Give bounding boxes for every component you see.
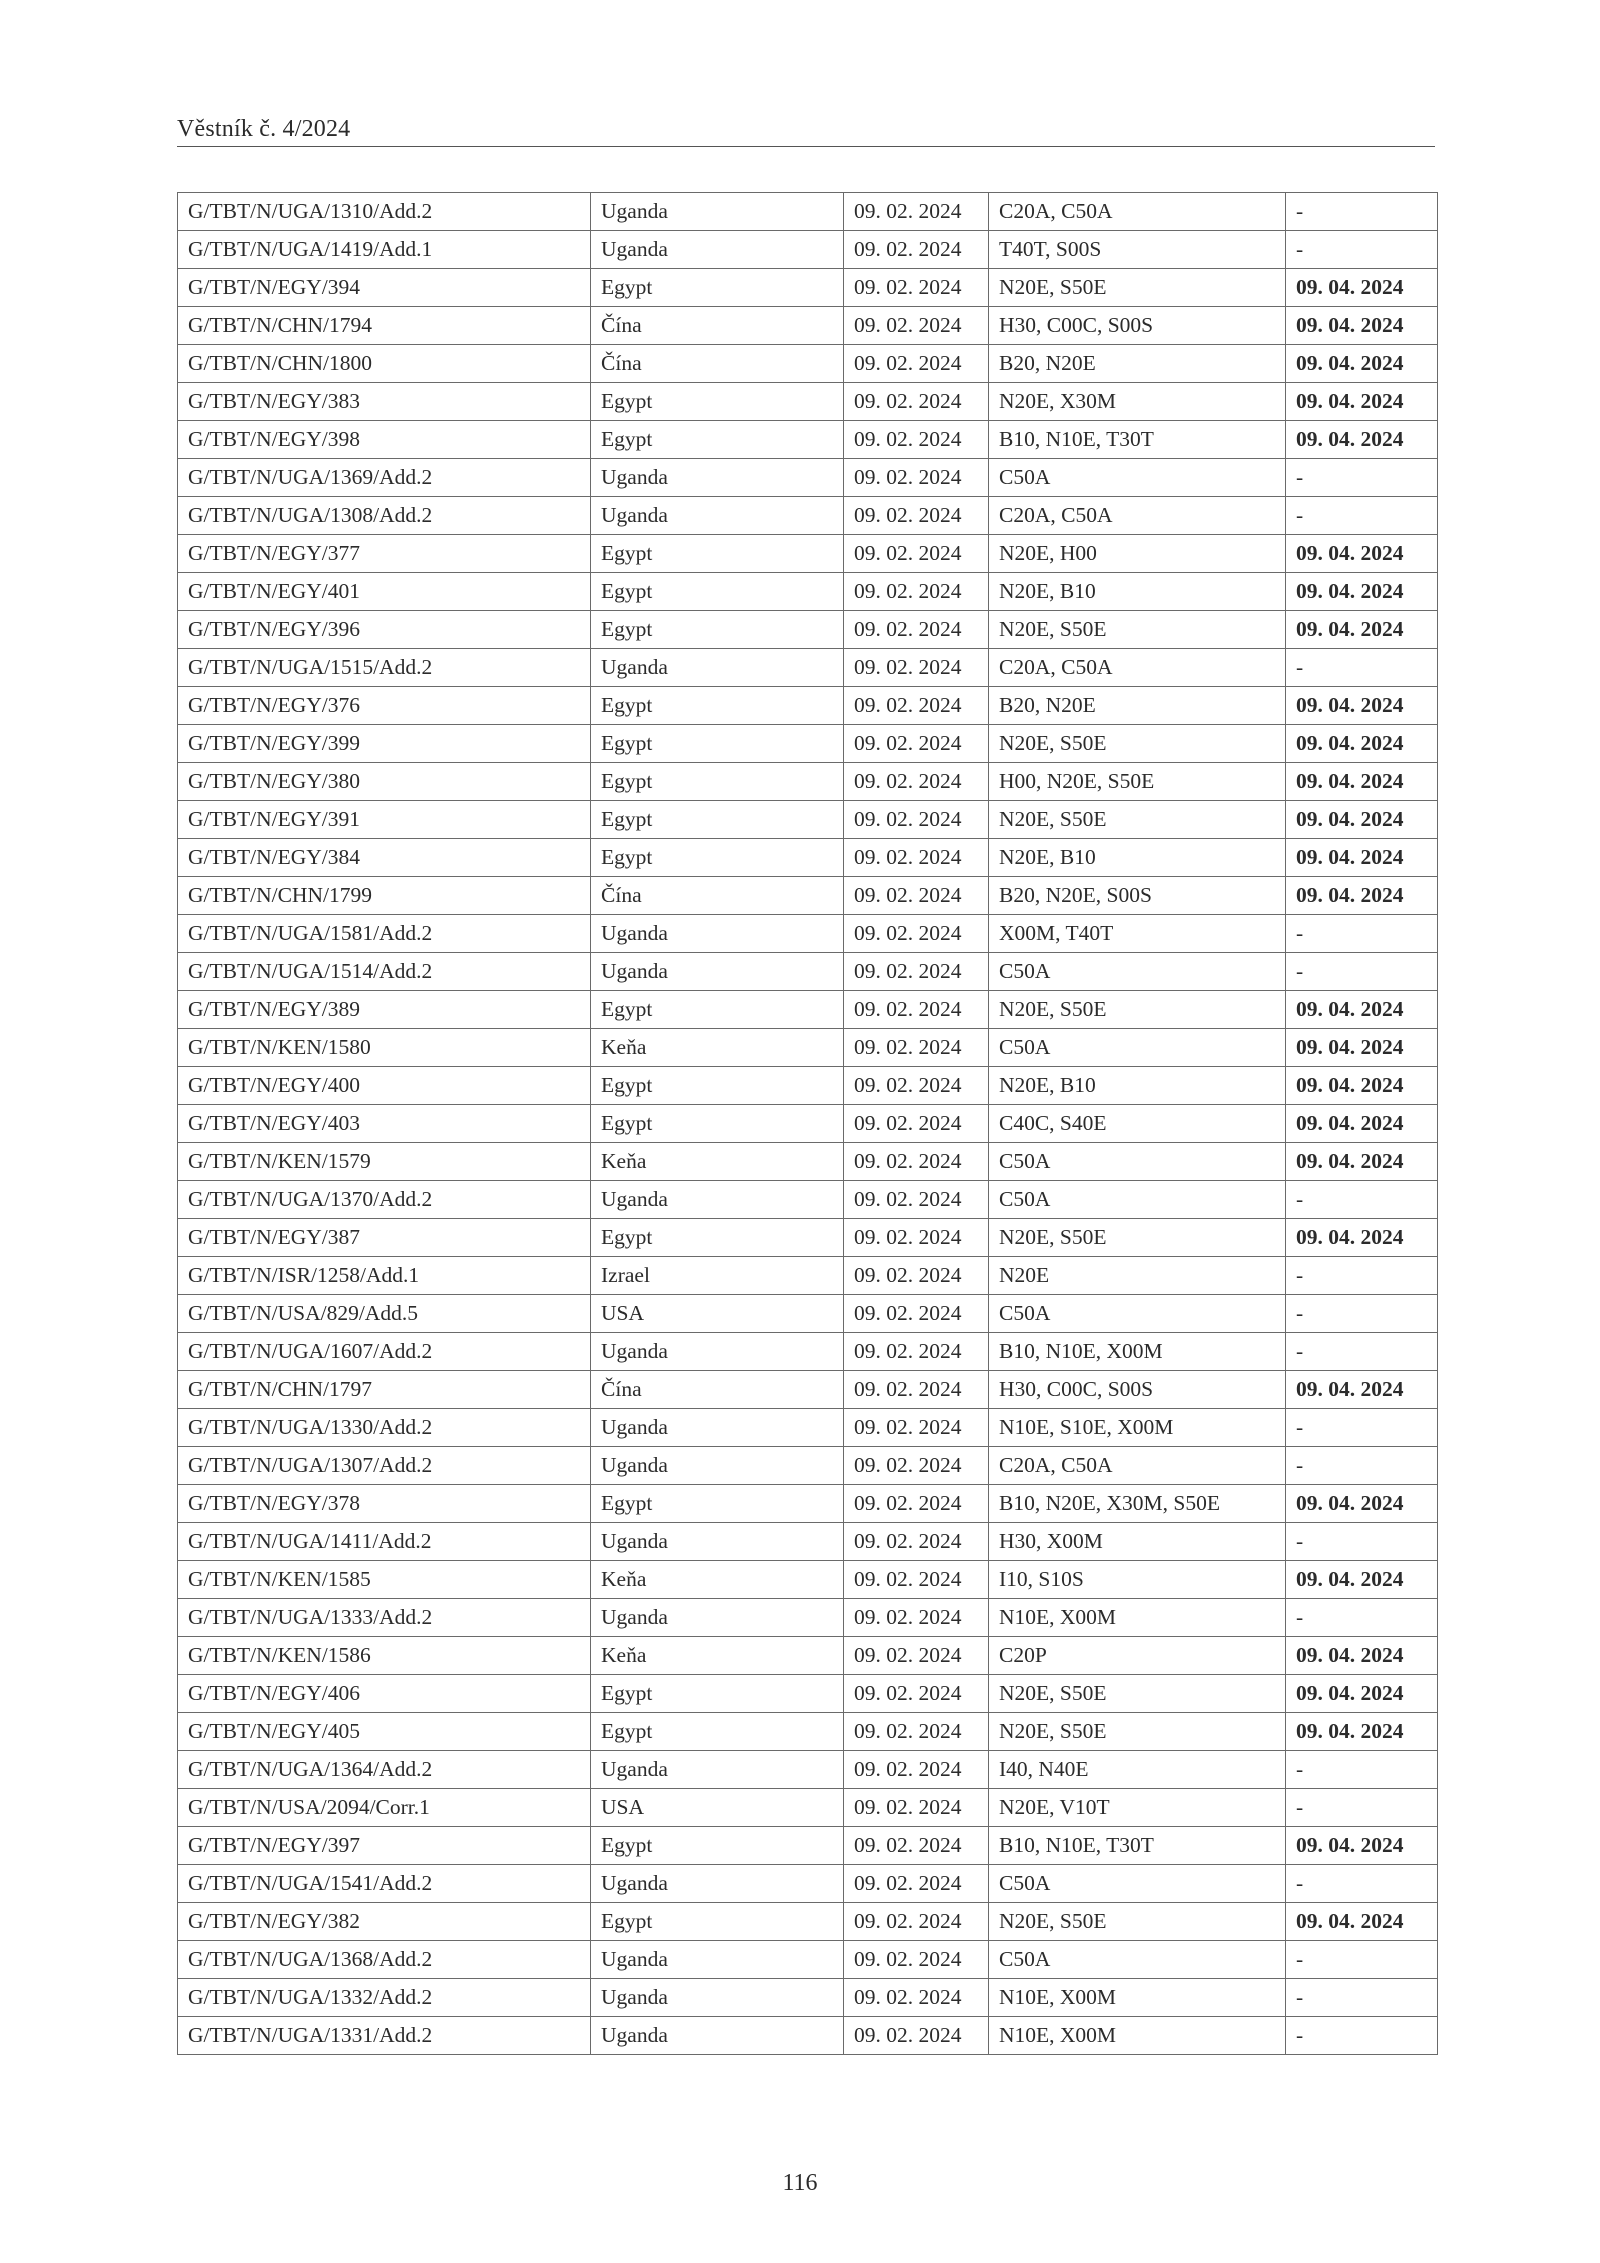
member-country-cell: Čína (591, 307, 844, 345)
table-row (178, 1523, 1438, 1561)
table-row (178, 1067, 1438, 1105)
comment-deadline-cell: 09. 04. 2024 (1286, 1713, 1438, 1751)
comment-deadline-cell: - (1286, 2017, 1438, 2055)
notification-symbol-cell: G/TBT/N/CHN/1799 (178, 877, 591, 915)
distribution-date-cell: 09. 02. 2024 (844, 1029, 989, 1067)
notification-symbol-cell: G/TBT/N/EGY/377 (178, 535, 591, 573)
comment-deadline-cell: - (1286, 1409, 1438, 1447)
member-country-cell: Egypt (591, 573, 844, 611)
classification-codes-cell: C50A (989, 1941, 1286, 1979)
notification-symbol-cell: G/TBT/N/ISR/1258/Add.1 (178, 1257, 591, 1295)
notification-symbol-cell: G/TBT/N/KEN/1586 (178, 1637, 591, 1675)
comment-deadline-cell: 09. 04. 2024 (1286, 687, 1438, 725)
notification-symbol-cell: G/TBT/N/EGY/380 (178, 763, 591, 801)
classification-codes-cell: N20E (989, 1257, 1286, 1295)
distribution-date-cell: 09. 02. 2024 (844, 1371, 989, 1409)
distribution-date-cell: 09. 02. 2024 (844, 915, 989, 953)
table-row (178, 497, 1438, 535)
comment-deadline-cell: 09. 04. 2024 (1286, 801, 1438, 839)
notification-symbol-cell: G/TBT/N/UGA/1310/Add.2 (178, 193, 591, 231)
classification-codes-cell: T40T, S00S (989, 231, 1286, 269)
comment-deadline-cell: 09. 04. 2024 (1286, 1371, 1438, 1409)
table-row (178, 1181, 1438, 1219)
member-country-cell: USA (591, 1295, 844, 1333)
table-row (178, 611, 1438, 649)
notification-symbol-cell: G/TBT/N/EGY/376 (178, 687, 591, 725)
notification-symbol-cell: G/TBT/N/UGA/1581/Add.2 (178, 915, 591, 953)
classification-codes-cell: B10, N10E, T30T (989, 1827, 1286, 1865)
table-row (178, 915, 1438, 953)
notification-symbol-cell: G/TBT/N/UGA/1411/Add.2 (178, 1523, 591, 1561)
notification-symbol-cell: G/TBT/N/UGA/1515/Add.2 (178, 649, 591, 687)
notification-symbol-cell: G/TBT/N/UGA/1332/Add.2 (178, 1979, 591, 2017)
table-row (178, 307, 1438, 345)
table-row (178, 1371, 1438, 1409)
member-country-cell: Uganda (591, 1751, 844, 1789)
table-row (178, 1903, 1438, 1941)
comment-deadline-cell: 09. 04. 2024 (1286, 1903, 1438, 1941)
table-row (178, 877, 1438, 915)
member-country-cell: Uganda (591, 1523, 844, 1561)
table-row (178, 345, 1438, 383)
classification-codes-cell: C50A (989, 1295, 1286, 1333)
distribution-date-cell: 09. 02. 2024 (844, 1409, 989, 1447)
classification-codes-cell: I10, S10S (989, 1561, 1286, 1599)
comment-deadline-cell: - (1286, 1257, 1438, 1295)
member-country-cell: Uganda (591, 1941, 844, 1979)
distribution-date-cell: 09. 02. 2024 (844, 231, 989, 269)
classification-codes-cell: N20E, S50E (989, 991, 1286, 1029)
comment-deadline-cell: 09. 04. 2024 (1286, 991, 1438, 1029)
table-row (178, 1447, 1438, 1485)
notification-symbol-cell: G/TBT/N/EGY/398 (178, 421, 591, 459)
classification-codes-cell: X00M, T40T (989, 915, 1286, 953)
distribution-date-cell: 09. 02. 2024 (844, 497, 989, 535)
notification-symbol-cell: G/TBT/N/UGA/1541/Add.2 (178, 1865, 591, 1903)
distribution-date-cell: 09. 02. 2024 (844, 1903, 989, 1941)
comment-deadline-cell: - (1286, 1181, 1438, 1219)
comment-deadline-cell: - (1286, 1599, 1438, 1637)
table-row (178, 1409, 1438, 1447)
member-country-cell: Keňa (591, 1561, 844, 1599)
notification-symbol-cell: G/TBT/N/CHN/1800 (178, 345, 591, 383)
notification-symbol-cell: G/TBT/N/EGY/400 (178, 1067, 591, 1105)
comment-deadline-cell: - (1286, 1865, 1438, 1903)
comment-deadline-cell: 09. 04. 2024 (1286, 877, 1438, 915)
classification-codes-cell: C50A (989, 953, 1286, 991)
table-row (178, 687, 1438, 725)
table-row (178, 231, 1438, 269)
classification-codes-cell: B10, N20E, X30M, S50E (989, 1485, 1286, 1523)
member-country-cell: Čína (591, 1371, 844, 1409)
page-header (177, 112, 1435, 147)
table-row (178, 1257, 1438, 1295)
table-row (178, 839, 1438, 877)
notification-symbol-cell: G/TBT/N/UGA/1514/Add.2 (178, 953, 591, 991)
notification-symbol-cell: G/TBT/N/UGA/1364/Add.2 (178, 1751, 591, 1789)
member-country-cell: Izrael (591, 1257, 844, 1295)
classification-codes-cell: C20A, C50A (989, 649, 1286, 687)
comment-deadline-cell: 09. 04. 2024 (1286, 1637, 1438, 1675)
classification-codes-cell: H00, N20E, S50E (989, 763, 1286, 801)
distribution-date-cell: 09. 02. 2024 (844, 1219, 989, 1257)
comment-deadline-cell: 09. 04. 2024 (1286, 1561, 1438, 1599)
distribution-date-cell: 09. 02. 2024 (844, 1979, 989, 2017)
member-country-cell: Egypt (591, 421, 844, 459)
comment-deadline-cell: 09. 04. 2024 (1286, 1029, 1438, 1067)
comment-deadline-cell: - (1286, 1751, 1438, 1789)
classification-codes-cell: H30, C00C, S00S (989, 307, 1286, 345)
notification-symbol-cell: G/TBT/N/UGA/1607/Add.2 (178, 1333, 591, 1371)
distribution-date-cell: 09. 02. 2024 (844, 459, 989, 497)
distribution-date-cell: 09. 02. 2024 (844, 801, 989, 839)
table-row (178, 1865, 1438, 1903)
table-row (178, 1333, 1438, 1371)
table-row (178, 269, 1438, 307)
member-country-cell: Uganda (591, 231, 844, 269)
notification-symbol-cell: G/TBT/N/EGY/387 (178, 1219, 591, 1257)
table-row (178, 1675, 1438, 1713)
distribution-date-cell: 09. 02. 2024 (844, 1105, 989, 1143)
classification-codes-cell: C50A (989, 1865, 1286, 1903)
notification-symbol-cell: G/TBT/N/EGY/397 (178, 1827, 591, 1865)
distribution-date-cell: 09. 02. 2024 (844, 1447, 989, 1485)
comment-deadline-cell: 09. 04. 2024 (1286, 573, 1438, 611)
comment-deadline-cell: 09. 04. 2024 (1286, 535, 1438, 573)
comment-deadline-cell: - (1286, 1941, 1438, 1979)
classification-codes-cell: N10E, S10E, X00M (989, 1409, 1286, 1447)
notification-symbol-cell: G/TBT/N/EGY/389 (178, 991, 591, 1029)
table-row (178, 649, 1438, 687)
distribution-date-cell: 09. 02. 2024 (844, 307, 989, 345)
member-country-cell: Keňa (591, 1637, 844, 1675)
notification-symbol-cell: G/TBT/N/EGY/401 (178, 573, 591, 611)
table-row (178, 421, 1438, 459)
notification-symbol-cell: G/TBT/N/UGA/1330/Add.2 (178, 1409, 591, 1447)
distribution-date-cell: 09. 02. 2024 (844, 1675, 989, 1713)
distribution-date-cell: 09. 02. 2024 (844, 535, 989, 573)
classification-codes-cell: N10E, X00M (989, 1599, 1286, 1637)
table-row (178, 1561, 1438, 1599)
member-country-cell: Egypt (591, 383, 844, 421)
distribution-date-cell: 09. 02. 2024 (844, 687, 989, 725)
comment-deadline-cell: - (1286, 915, 1438, 953)
distribution-date-cell: 09. 02. 2024 (844, 345, 989, 383)
table-row (178, 1295, 1438, 1333)
table-row (178, 535, 1438, 573)
notification-symbol-cell: G/TBT/N/EGY/396 (178, 611, 591, 649)
classification-codes-cell: B20, N20E, S00S (989, 877, 1286, 915)
member-country-cell: Uganda (591, 1409, 844, 1447)
table-row (178, 953, 1438, 991)
distribution-date-cell: 09. 02. 2024 (844, 1865, 989, 1903)
distribution-date-cell: 09. 02. 2024 (844, 1181, 989, 1219)
distribution-date-cell: 09. 02. 2024 (844, 573, 989, 611)
member-country-cell: Egypt (591, 1903, 844, 1941)
member-country-cell: Keňa (591, 1143, 844, 1181)
notification-symbol-cell: G/TBT/N/UGA/1369/Add.2 (178, 459, 591, 497)
member-country-cell: Uganda (591, 1333, 844, 1371)
comment-deadline-cell: - (1286, 1333, 1438, 1371)
distribution-date-cell: 09. 02. 2024 (844, 877, 989, 915)
notification-symbol-cell: G/TBT/N/EGY/405 (178, 1713, 591, 1751)
notification-symbol-cell: G/TBT/N/UGA/1368/Add.2 (178, 1941, 591, 1979)
comment-deadline-cell: - (1286, 953, 1438, 991)
classification-codes-cell: C20P (989, 1637, 1286, 1675)
classification-codes-cell: N20E, V10T (989, 1789, 1286, 1827)
notification-symbol-cell: G/TBT/N/UGA/1307/Add.2 (178, 1447, 591, 1485)
table-row (178, 1599, 1438, 1637)
distribution-date-cell: 09. 02. 2024 (844, 1067, 989, 1105)
member-country-cell: Uganda (591, 2017, 844, 2055)
table-row (178, 1827, 1438, 1865)
table-row (178, 763, 1438, 801)
comment-deadline-cell: - (1286, 231, 1438, 269)
classification-codes-cell: N20E, S50E (989, 611, 1286, 649)
distribution-date-cell: 09. 02. 2024 (844, 2017, 989, 2055)
classification-codes-cell: B20, N20E (989, 687, 1286, 725)
notification-symbol-cell: G/TBT/N/KEN/1579 (178, 1143, 591, 1181)
member-country-cell: Egypt (591, 1713, 844, 1751)
classification-codes-cell: C20A, C50A (989, 1447, 1286, 1485)
classification-codes-cell: N20E, B10 (989, 573, 1286, 611)
classification-codes-cell: C20A, C50A (989, 497, 1286, 535)
distribution-date-cell: 09. 02. 2024 (844, 1257, 989, 1295)
distribution-date-cell: 09. 02. 2024 (844, 763, 989, 801)
distribution-date-cell: 09. 02. 2024 (844, 1143, 989, 1181)
classification-codes-cell: C20A, C50A (989, 193, 1286, 231)
classification-codes-cell: N10E, X00M (989, 2017, 1286, 2055)
distribution-date-cell: 09. 02. 2024 (844, 611, 989, 649)
comment-deadline-cell: 09. 04. 2024 (1286, 611, 1438, 649)
table-row (178, 725, 1438, 763)
member-country-cell: Uganda (591, 915, 844, 953)
comment-deadline-cell: - (1286, 1447, 1438, 1485)
table-row (178, 1105, 1438, 1143)
table-row (178, 1029, 1438, 1067)
member-country-cell: Egypt (591, 269, 844, 307)
comment-deadline-cell: - (1286, 459, 1438, 497)
table-row (178, 1637, 1438, 1675)
classification-codes-cell: H30, X00M (989, 1523, 1286, 1561)
comment-deadline-cell: 09. 04. 2024 (1286, 1067, 1438, 1105)
member-country-cell: Uganda (591, 193, 844, 231)
member-country-cell: Egypt (591, 687, 844, 725)
member-country-cell: Egypt (591, 801, 844, 839)
table-row (178, 1941, 1438, 1979)
member-country-cell: Uganda (591, 953, 844, 991)
distribution-date-cell: 09. 02. 2024 (844, 383, 989, 421)
classification-codes-cell: N20E, B10 (989, 839, 1286, 877)
classification-codes-cell: B10, N10E, X00M (989, 1333, 1286, 1371)
distribution-date-cell: 09. 02. 2024 (844, 269, 989, 307)
classification-codes-cell: B10, N10E, T30T (989, 421, 1286, 459)
distribution-date-cell: 09. 02. 2024 (844, 839, 989, 877)
member-country-cell: Uganda (591, 1979, 844, 2017)
classification-codes-cell: N20E, H00 (989, 535, 1286, 573)
member-country-cell: Uganda (591, 649, 844, 687)
distribution-date-cell: 09. 02. 2024 (844, 725, 989, 763)
notification-symbol-cell: G/TBT/N/UGA/1308/Add.2 (178, 497, 591, 535)
member-country-cell: Egypt (591, 1105, 844, 1143)
comment-deadline-cell: 09. 04. 2024 (1286, 763, 1438, 801)
member-country-cell: Egypt (591, 535, 844, 573)
member-country-cell: Egypt (591, 763, 844, 801)
member-country-cell: Čína (591, 877, 844, 915)
table-row (178, 1485, 1438, 1523)
comment-deadline-cell: - (1286, 1979, 1438, 2017)
page-number: 116 (782, 2170, 818, 2196)
classification-codes-cell: N20E, B10 (989, 1067, 1286, 1105)
member-country-cell: Čína (591, 345, 844, 383)
table-row (178, 1789, 1438, 1827)
comment-deadline-cell: 09. 04. 2024 (1286, 307, 1438, 345)
member-country-cell: Uganda (591, 459, 844, 497)
comment-deadline-cell: 09. 04. 2024 (1286, 1485, 1438, 1523)
classification-codes-cell: N20E, S50E (989, 1903, 1286, 1941)
classification-codes-cell: N20E, X30M (989, 383, 1286, 421)
notification-table-body (178, 193, 1438, 2055)
member-country-cell: Uganda (591, 1599, 844, 1637)
table-row (178, 1713, 1438, 1751)
distribution-date-cell: 09. 02. 2024 (844, 421, 989, 459)
classification-codes-cell: H30, C00C, S00S (989, 1371, 1286, 1409)
classification-codes-cell: N20E, S50E (989, 725, 1286, 763)
comment-deadline-cell: - (1286, 497, 1438, 535)
distribution-date-cell: 09. 02. 2024 (844, 991, 989, 1029)
notification-symbol-cell: G/TBT/N/EGY/406 (178, 1675, 591, 1713)
member-country-cell: Keňa (591, 1029, 844, 1067)
notification-symbol-cell: G/TBT/N/EGY/382 (178, 1903, 591, 1941)
classification-codes-cell: C40C, S40E (989, 1105, 1286, 1143)
comment-deadline-cell: 09. 04. 2024 (1286, 725, 1438, 763)
notification-symbol-cell: G/TBT/N/KEN/1585 (178, 1561, 591, 1599)
classification-codes-cell: N20E, S50E (989, 1219, 1286, 1257)
member-country-cell: Uganda (591, 1865, 844, 1903)
notification-symbol-cell: G/TBT/N/KEN/1580 (178, 1029, 591, 1067)
member-country-cell: Egypt (591, 1485, 844, 1523)
notification-symbol-cell: G/TBT/N/CHN/1794 (178, 307, 591, 345)
classification-codes-cell: C50A (989, 1029, 1286, 1067)
notification-symbol-cell: G/TBT/N/EGY/403 (178, 1105, 591, 1143)
table-row (178, 573, 1438, 611)
distribution-date-cell: 09. 02. 2024 (844, 1523, 989, 1561)
distribution-date-cell: 09. 02. 2024 (844, 1751, 989, 1789)
table-row (178, 1979, 1438, 2017)
notification-symbol-cell: G/TBT/N/USA/2094/Corr.1 (178, 1789, 591, 1827)
table-row (178, 383, 1438, 421)
table-row (178, 459, 1438, 497)
comment-deadline-cell: 09. 04. 2024 (1286, 383, 1438, 421)
comment-deadline-cell: - (1286, 649, 1438, 687)
distribution-date-cell: 09. 02. 2024 (844, 1295, 989, 1333)
notification-table (177, 192, 1438, 2055)
table-row (178, 193, 1438, 231)
notification-symbol-cell: G/TBT/N/UGA/1333/Add.2 (178, 1599, 591, 1637)
table-row (178, 991, 1438, 1029)
comment-deadline-cell: 09. 04. 2024 (1286, 1675, 1438, 1713)
classification-codes-cell: N20E, S50E (989, 801, 1286, 839)
comment-deadline-cell: 09. 04. 2024 (1286, 1219, 1438, 1257)
member-country-cell: Uganda (591, 1447, 844, 1485)
notification-symbol-cell: G/TBT/N/EGY/383 (178, 383, 591, 421)
comment-deadline-cell: 09. 04. 2024 (1286, 1827, 1438, 1865)
comment-deadline-cell: 09. 04. 2024 (1286, 839, 1438, 877)
classification-codes-cell: N20E, S50E (989, 1675, 1286, 1713)
member-country-cell: Uganda (591, 497, 844, 535)
notification-symbol-cell: G/TBT/N/EGY/384 (178, 839, 591, 877)
distribution-date-cell: 09. 02. 2024 (844, 1333, 989, 1371)
member-country-cell: Egypt (591, 1675, 844, 1713)
distribution-date-cell: 09. 02. 2024 (844, 1941, 989, 1979)
classification-codes-cell: I40, N40E (989, 1751, 1286, 1789)
distribution-date-cell: 09. 02. 2024 (844, 1561, 989, 1599)
distribution-date-cell: 09. 02. 2024 (844, 193, 989, 231)
comment-deadline-cell: 09. 04. 2024 (1286, 1143, 1438, 1181)
table-row (178, 2017, 1438, 2055)
distribution-date-cell: 09. 02. 2024 (844, 953, 989, 991)
notification-symbol-cell: G/TBT/N/EGY/391 (178, 801, 591, 839)
comment-deadline-cell: 09. 04. 2024 (1286, 345, 1438, 383)
classification-codes-cell: B20, N20E (989, 345, 1286, 383)
distribution-date-cell: 09. 02. 2024 (844, 1827, 989, 1865)
comment-deadline-cell: - (1286, 1295, 1438, 1333)
notification-symbol-cell: G/TBT/N/USA/829/Add.5 (178, 1295, 591, 1333)
distribution-date-cell: 09. 02. 2024 (844, 1485, 989, 1523)
member-country-cell: Egypt (591, 611, 844, 649)
member-country-cell: Egypt (591, 1827, 844, 1865)
comment-deadline-cell: 09. 04. 2024 (1286, 421, 1438, 459)
notification-symbol-cell: G/TBT/N/EGY/399 (178, 725, 591, 763)
distribution-date-cell: 09. 02. 2024 (844, 1789, 989, 1827)
notification-symbol-cell: G/TBT/N/EGY/394 (178, 269, 591, 307)
classification-codes-cell: N10E, X00M (989, 1979, 1286, 2017)
comment-deadline-cell: - (1286, 193, 1438, 231)
distribution-date-cell: 09. 02. 2024 (844, 649, 989, 687)
classification-codes-cell: C50A (989, 1143, 1286, 1181)
notification-symbol-cell: G/TBT/N/UGA/1419/Add.1 (178, 231, 591, 269)
notification-symbol-cell: G/TBT/N/UGA/1331/Add.2 (178, 2017, 591, 2055)
classification-codes-cell: C50A (989, 1181, 1286, 1219)
member-country-cell: Egypt (591, 839, 844, 877)
member-country-cell: Uganda (591, 1181, 844, 1219)
notification-symbol-cell: G/TBT/N/EGY/378 (178, 1485, 591, 1523)
table-row (178, 801, 1438, 839)
notification-symbol-cell: G/TBT/N/CHN/1797 (178, 1371, 591, 1409)
member-country-cell: USA (591, 1789, 844, 1827)
table-row (178, 1751, 1438, 1789)
bulletin-title: Věstník č. 4/2024 (177, 116, 351, 142)
comment-deadline-cell: - (1286, 1523, 1438, 1561)
distribution-date-cell: 09. 02. 2024 (844, 1713, 989, 1751)
table-row (178, 1143, 1438, 1181)
classification-codes-cell: N20E, S50E (989, 269, 1286, 307)
distribution-date-cell: 09. 02. 2024 (844, 1637, 989, 1675)
distribution-date-cell: 09. 02. 2024 (844, 1599, 989, 1637)
comment-deadline-cell: - (1286, 1789, 1438, 1827)
notification-symbol-cell: G/TBT/N/UGA/1370/Add.2 (178, 1181, 591, 1219)
table-row (178, 1219, 1438, 1257)
classification-codes-cell: C50A (989, 459, 1286, 497)
member-country-cell: Egypt (591, 1219, 844, 1257)
comment-deadline-cell: 09. 04. 2024 (1286, 269, 1438, 307)
member-country-cell: Egypt (591, 725, 844, 763)
member-country-cell: Egypt (591, 1067, 844, 1105)
member-country-cell: Egypt (591, 991, 844, 1029)
comment-deadline-cell: 09. 04. 2024 (1286, 1105, 1438, 1143)
classification-codes-cell: N20E, S50E (989, 1713, 1286, 1751)
